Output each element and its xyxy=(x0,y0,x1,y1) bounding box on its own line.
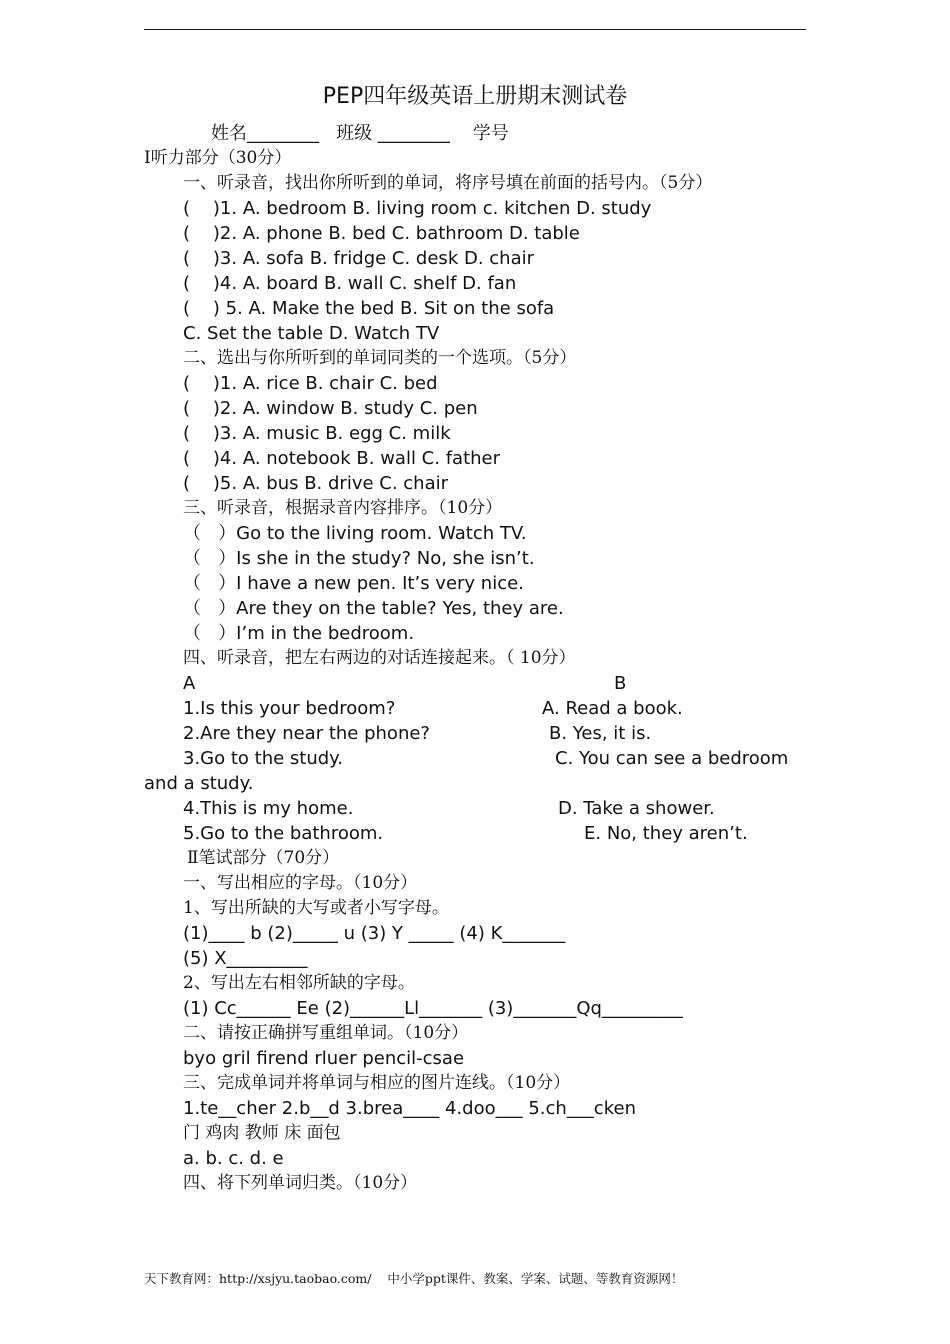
scrambled-words-line: byo gril firend rluer pencil-csae xyxy=(183,1048,465,1069)
part1-sec2-heading: 二、选出与你所听到的单词同类的一个选项。（5分） xyxy=(183,348,577,368)
match-right-item: D. Take a shower. xyxy=(558,798,715,819)
match-left-item: 5.Go to the bathroom. xyxy=(183,823,384,844)
question-item: ( )2. A. phone B. bed C. bathroom D. table xyxy=(183,223,580,244)
part1-heading: I听力部分（30分） xyxy=(144,148,292,168)
ordering-item: （ ）Go to the living room. Watch TV. xyxy=(183,523,527,544)
picture-letters-line: a. b. c. d. e xyxy=(183,1148,284,1169)
header-rule xyxy=(144,29,806,30)
letter-blanks-line: (1) Cc______ Ee (2)______Ll_______ (3)_______Qq_________ xyxy=(183,998,683,1019)
question-item: ( )5. A. bus B. drive C. chair xyxy=(183,473,449,494)
match-left-item: 4.This is my home. xyxy=(183,798,354,819)
ordering-item: （ ）I have a new pen. It’s very nice. xyxy=(183,573,524,594)
question-item: ( ) 5. A. Make the bed B. Sit on the sofa xyxy=(183,298,555,319)
part2-sec3-heading: 三、完成单词并将单词与相应的图片连线。（10分） xyxy=(183,1073,571,1093)
student-info-line: 姓名________ 班级 ________ 学号 xyxy=(211,123,509,144)
part2-sec1-sub2: 2、写出左右相邻所缺的字母。 xyxy=(183,973,415,993)
word-completion-line: 1.te__cher 2.b__d 3.brea____ 4.doo___ 5.ch___cken xyxy=(183,1098,636,1119)
part2-sec1-sub1: 1、写出所缺的大写或者小写字母。 xyxy=(183,898,449,918)
question-item: C. Set the table D. Watch TV xyxy=(183,323,440,344)
ordering-item: （ ）Is she in the study? No, she isn’t. xyxy=(183,548,535,569)
match-right-item: C. You can see a bedroom xyxy=(555,748,789,769)
part2-sec4-heading: 四、将下列单词归类。（10分） xyxy=(183,1173,418,1193)
letter-blanks-line: (5) X_________ xyxy=(183,948,308,969)
page-title: PEP四年级英语上册期末测试卷 xyxy=(322,84,628,109)
match-left-item: 1.Is this your bedroom? xyxy=(183,698,396,719)
match-right-item-wrap: and a study. xyxy=(144,773,254,794)
part1-sec1-heading: 一、听录音，找出你所听到的单词，将序号填在前面的括号内。（5分） xyxy=(183,173,713,193)
part1-sec3-heading: 三、听录音，根据录音内容排序。（10分） xyxy=(183,498,503,518)
part2-heading: Ⅱ笔试部分（70分） xyxy=(187,848,340,868)
question-item: ( )3. A. sofa B. fridge C. desk D. chair xyxy=(183,248,534,269)
question-item: ( )4. A. notebook B. wall C. father xyxy=(183,448,501,469)
page-footer: 天下教育网：http://xsjyu.taobao.com/ 中小学ppt课件、教案、学案、试题、等教育资源网！ xyxy=(144,1271,684,1286)
match-left-item: 2.Are they near the phone? xyxy=(183,723,430,744)
match-right-item: A. Read a book. xyxy=(542,698,683,719)
part1-sec4-heading: 四、听录音，把左右两边的对话连接起来。（ 10分） xyxy=(183,648,576,668)
picture-labels-line: 门 鸡肉 教师 床 面包 xyxy=(183,1123,341,1143)
question-item: ( )3. A. music B. egg C. milk xyxy=(183,423,451,444)
part2-sec2-heading: 二、请按正确拼写重组单词。（10分） xyxy=(183,1023,469,1043)
ordering-item: （ ）Are they on the table? Yes, they are. xyxy=(183,598,564,619)
part2-sec1-heading: 一、写出相应的字母。（10分） xyxy=(183,873,418,893)
question-item: ( )2. A. window B. study C. pen xyxy=(183,398,478,419)
match-right-item: B. Yes, it is. xyxy=(549,723,652,744)
question-item: ( )1. A. bedroom B. living room c. kitchen D. study xyxy=(183,198,652,219)
column-b-label: B xyxy=(614,673,627,694)
letter-blanks-line: (1)____ b (2)_____ u (3) Y _____ (4) K_______ xyxy=(183,923,566,944)
question-item: ( )1. A. rice B. chair C. bed xyxy=(183,373,438,394)
match-left-item: 3.Go to the study. xyxy=(183,748,343,769)
column-a-label: A xyxy=(183,673,196,694)
question-item: ( )4. A. board B. wall C. shelf D. fan xyxy=(183,273,517,294)
match-right-item: E. No, they aren’t. xyxy=(584,823,748,844)
ordering-item: （ ）I’m in the bedroom. xyxy=(183,623,415,644)
